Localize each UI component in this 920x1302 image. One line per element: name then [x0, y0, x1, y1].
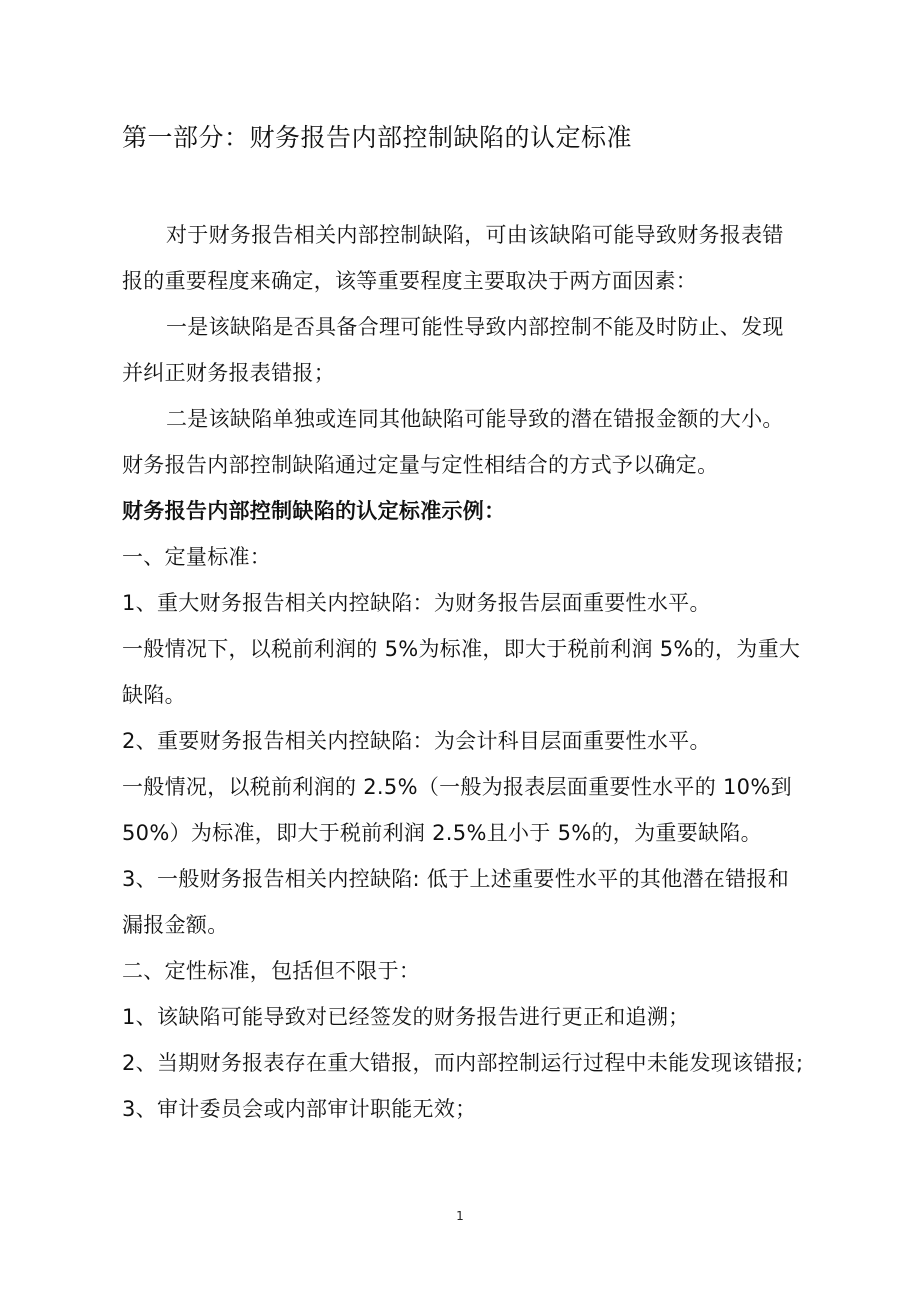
- list-item-general-deficiency: 3、一般财务报告相关内控缺陷: 低于上述重要性水平的其他潜在错报和漏报金额。: [122, 867, 790, 937]
- document-body: [122, 212, 802, 1132]
- document-title: 第一部分：财务报告内部控制缺陷的认定标准: [122, 123, 633, 152]
- example-heading: 财务报告内部控制缺陷的认定标准示例：: [122, 499, 506, 523]
- page-number: 1: [456, 1209, 464, 1223]
- list-item-qualitative-2: 2、当期财务报表存在重大错报，而内部控制运行过程中未能发现该错报;: [122, 1051, 804, 1075]
- intro-paragraph: 对于财务报告相关内部控制缺陷，可由该缺陷可能导致财务报表错报的重要程度来确定，该等重要程度主要取决于两方面因素：: [122, 223, 784, 293]
- method-paragraph: 财务报告内部控制缺陷通过定量与定性相结合的方式予以确定。: [122, 453, 719, 477]
- list-item-qualitative-1: 1、该缺陷可能导致对已经签发的财务报告进行更正和追溯；: [122, 1005, 690, 1029]
- list-item-major-deficiency: 1、重大财务报告相关内控缺陷：为财务报告层面重要性水平。: [122, 591, 711, 615]
- significant-deficiency-detail: 一般情况，以税前利润的 2.5%（一般为报表层面重要性水平的 10%到 50%）为标准，即大于税前利润 2.5%且小于 5%的，为重要缺陷。: [122, 775, 792, 845]
- qualitative-heading: 二、定性标准，包括但不限于：: [122, 959, 421, 983]
- list-item-significant-deficiency: 2、重要财务报告相关内控缺陷：为会计科目层面重要性水平。: [122, 729, 711, 753]
- major-deficiency-detail: 一般情况下，以税前利润的 5%为标准，即大于税前利润 5%的，为重大缺陷。: [122, 637, 801, 707]
- list-item-qualitative-3: 3、审计委员会或内部审计职能无效；: [122, 1097, 477, 1121]
- factor-one-paragraph: 一是该缺陷是否具备合理可能性导致内部控制不能及时防止、发现并纠正财务报表错报；: [122, 315, 784, 385]
- factor-two-paragraph: 二是该缺陷单独或连同其他缺陷可能导致的潜在错报金额的大小。: [166, 407, 784, 431]
- quantitative-heading: 一、定量标准：: [122, 545, 272, 569]
